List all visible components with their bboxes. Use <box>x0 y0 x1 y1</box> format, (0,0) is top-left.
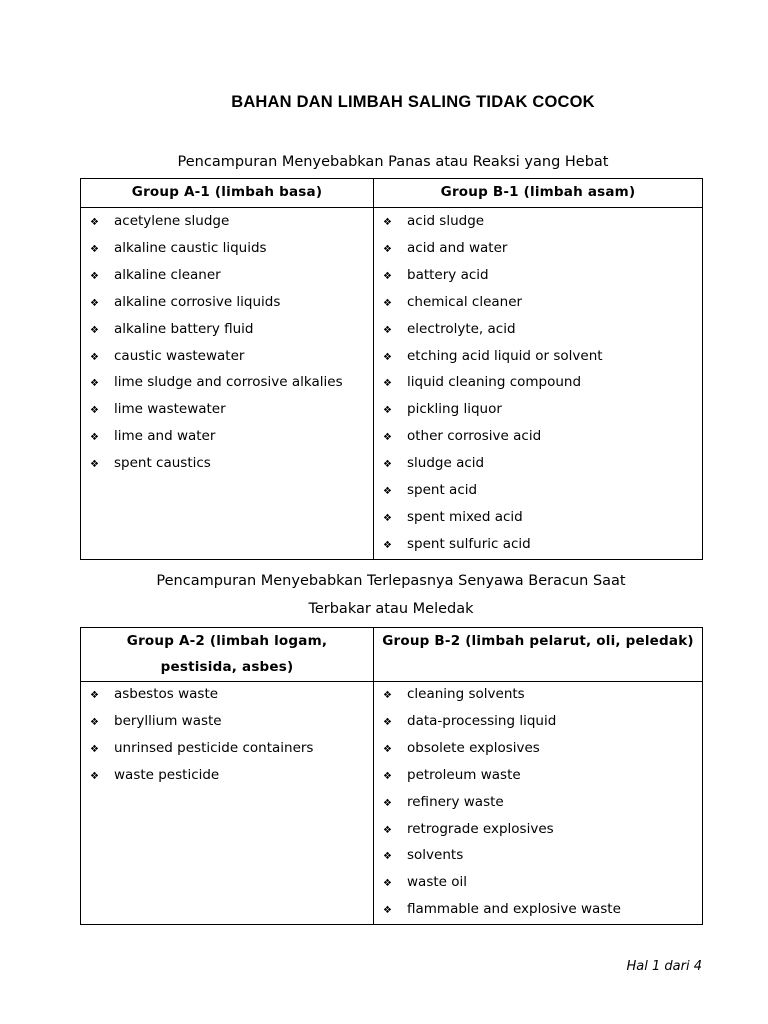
list-item <box>90 317 373 344</box>
diamond-bullet-icon: ❖ <box>90 459 99 471</box>
diamond-bullet-icon: ❖ <box>383 432 392 444</box>
section-1-heading: Pencampuran Menyebabkan Panas atau Reaksi yang Hebat <box>177 154 609 170</box>
list-item <box>383 317 702 344</box>
list-item <box>383 736 702 763</box>
list-item <box>383 263 702 290</box>
list-item-text: spent mixed acid <box>407 508 523 525</box>
diamond-bullet-icon: ❖ <box>90 217 99 228</box>
group-b-1-list <box>374 208 702 559</box>
list-item-text: etching acid liquid or solvent <box>407 347 603 364</box>
list-item <box>383 682 702 709</box>
group-b-2-header: Group B-2 (limbah pelarut, oli, peledak) <box>374 628 703 682</box>
diamond-bullet-icon: ❖ <box>383 351 392 363</box>
list-item-text: alkaline cleaner <box>114 266 221 283</box>
list-item <box>90 763 373 790</box>
list-item-text: liquid cleaning compound <box>407 374 582 391</box>
diamond-bullet-icon: ❖ <box>383 878 392 890</box>
list-item <box>383 870 702 897</box>
diamond-bullet-icon: ❖ <box>383 405 392 417</box>
list-item-text: chemical cleaner <box>407 293 523 310</box>
diamond-bullet-icon: ❖ <box>90 324 99 336</box>
diamond-bullet-icon: ❖ <box>383 539 392 551</box>
list-item <box>383 344 702 371</box>
list-item-text: petroleum waste <box>407 766 521 783</box>
list-item-text: beryllium waste <box>114 712 222 729</box>
list-item-text: lime and water <box>114 428 216 445</box>
list-item <box>383 532 702 559</box>
group-a-1-header: Group A-1 (limbah basa) <box>81 179 374 208</box>
section-2-heading-line-1: Pencampuran Menyebabkan Terlepasnya Senyawa Beracun Saat <box>156 573 626 589</box>
page-number-footer: Hal 1 dari 4 <box>626 959 702 974</box>
diamond-bullet-icon: ❖ <box>383 512 392 524</box>
diamond-bullet-icon: ❖ <box>383 297 392 309</box>
document-title: BAHAN DAN LIMBAH SALING TIDAK COCOK <box>231 93 595 111</box>
group-a-2-cell <box>81 682 374 925</box>
group-a-2-list <box>81 682 373 790</box>
list-item-text: acid and water <box>407 239 508 256</box>
incompatibility-table-2 <box>80 627 703 925</box>
group-a-1-cell <box>81 208 374 560</box>
list-item <box>383 397 702 424</box>
diamond-bullet-icon: ❖ <box>383 905 392 917</box>
list-item-text: data-processing liquid <box>407 712 557 729</box>
diamond-bullet-icon: ❖ <box>90 770 99 782</box>
list-item-text: refinery waste <box>407 793 504 810</box>
list-item-text: waste pesticide <box>114 766 220 783</box>
list-item-text: solvents <box>407 847 464 864</box>
diamond-bullet-icon: ❖ <box>90 243 99 255</box>
table-header-row <box>81 179 703 208</box>
diamond-bullet-icon: ❖ <box>90 351 99 363</box>
list-item-text: alkaline battery fluid <box>114 320 254 337</box>
group-a-1-list <box>81 208 373 478</box>
list-item <box>90 263 373 290</box>
diamond-bullet-icon: ❖ <box>383 486 392 498</box>
group-b-2-list <box>374 682 702 924</box>
list-item <box>383 370 702 397</box>
list-item-text: electrolyte, acid <box>407 320 516 337</box>
list-item <box>383 290 702 317</box>
list-item <box>90 397 373 424</box>
diamond-bullet-icon: ❖ <box>383 378 392 390</box>
section-2-heading <box>80 567 702 623</box>
incompatibility-table-1 <box>80 178 703 560</box>
diamond-bullet-icon: ❖ <box>383 743 392 755</box>
list-item-text: alkaline caustic liquids <box>114 239 267 256</box>
list-item <box>90 344 373 371</box>
group-a-2-header-line-1: Group A-2 (limbah logam, <box>126 633 328 649</box>
list-item <box>383 763 702 790</box>
list-item <box>383 843 702 870</box>
list-item <box>383 790 702 817</box>
list-item-text: flammable and explosive waste <box>407 901 621 918</box>
list-item <box>90 736 373 763</box>
diamond-bullet-icon: ❖ <box>383 770 392 782</box>
list-item <box>383 505 702 532</box>
diamond-bullet-icon: ❖ <box>90 690 99 701</box>
diamond-bullet-icon: ❖ <box>383 270 392 282</box>
list-item <box>383 897 702 924</box>
list-item <box>383 709 702 736</box>
list-item-text: asbestos waste <box>114 686 219 702</box>
list-item <box>383 236 702 263</box>
diamond-bullet-icon: ❖ <box>90 432 99 444</box>
group-a-2-header-line-2: pestisida, asbes) <box>160 659 294 675</box>
diamond-bullet-icon: ❖ <box>90 405 99 417</box>
diamond-bullet-icon: ❖ <box>383 217 392 228</box>
list-item-text: waste oil <box>407 874 467 891</box>
list-item-text: spent sulfuric acid <box>407 535 531 552</box>
list-item-text: retrograde explosives <box>407 820 554 837</box>
list-item-text: caustic wastewater <box>114 347 245 364</box>
group-b-1-header: Group B-1 (limbah asam) <box>374 179 703 208</box>
list-item-text: spent caustics <box>114 455 211 472</box>
diamond-bullet-icon: ❖ <box>383 797 392 809</box>
list-item <box>383 817 702 844</box>
list-item-text: alkaline corrosive liquids <box>114 293 281 310</box>
list-item-text: other corrosive acid <box>407 428 542 445</box>
group-b-2-cell <box>374 682 703 925</box>
list-item <box>383 209 702 236</box>
diamond-bullet-icon: ❖ <box>90 297 99 309</box>
group-a-2-header <box>81 628 374 682</box>
list-item-text: acetylene sludge <box>114 213 230 229</box>
table-header-row <box>81 628 703 682</box>
list-item-text: lime wastewater <box>114 401 226 418</box>
list-item-text: spent acid <box>407 482 478 499</box>
list-item-text: cleaning solvents <box>407 686 525 702</box>
table-body-row <box>81 682 703 925</box>
diamond-bullet-icon: ❖ <box>383 690 392 701</box>
list-item <box>90 236 373 263</box>
list-item <box>90 209 373 236</box>
diamond-bullet-icon: ❖ <box>383 851 392 863</box>
diamond-bullet-icon: ❖ <box>383 459 392 471</box>
list-item <box>90 290 373 317</box>
list-item <box>90 370 373 397</box>
diamond-bullet-icon: ❖ <box>383 716 392 728</box>
diamond-bullet-icon: ❖ <box>383 324 392 336</box>
list-item <box>90 682 373 709</box>
list-item-text: battery acid <box>407 266 489 283</box>
table-body-row <box>81 208 703 560</box>
list-item <box>90 709 373 736</box>
list-item <box>383 424 702 451</box>
diamond-bullet-icon: ❖ <box>383 824 392 836</box>
list-item-text: obsolete explosives <box>407 739 540 756</box>
group-b-1-cell <box>374 208 703 560</box>
list-item <box>383 451 702 478</box>
diamond-bullet-icon: ❖ <box>90 743 99 755</box>
list-item-text: sludge acid <box>407 455 485 472</box>
list-item <box>383 478 702 505</box>
diamond-bullet-icon: ❖ <box>383 243 392 255</box>
list-item-text: lime sludge and corrosive alkalies <box>114 374 343 391</box>
list-item-text: acid sludge <box>407 213 485 229</box>
diamond-bullet-icon: ❖ <box>90 270 99 282</box>
list-item <box>90 451 373 478</box>
list-item-text: pickling liquor <box>407 401 502 418</box>
list-item <box>90 424 373 451</box>
list-item-text: unrinsed pesticide containers <box>114 739 314 756</box>
diamond-bullet-icon: ❖ <box>90 378 99 390</box>
diamond-bullet-icon: ❖ <box>90 716 99 728</box>
section-2-heading-line-2: Terbakar atau Meledak <box>308 601 474 617</box>
